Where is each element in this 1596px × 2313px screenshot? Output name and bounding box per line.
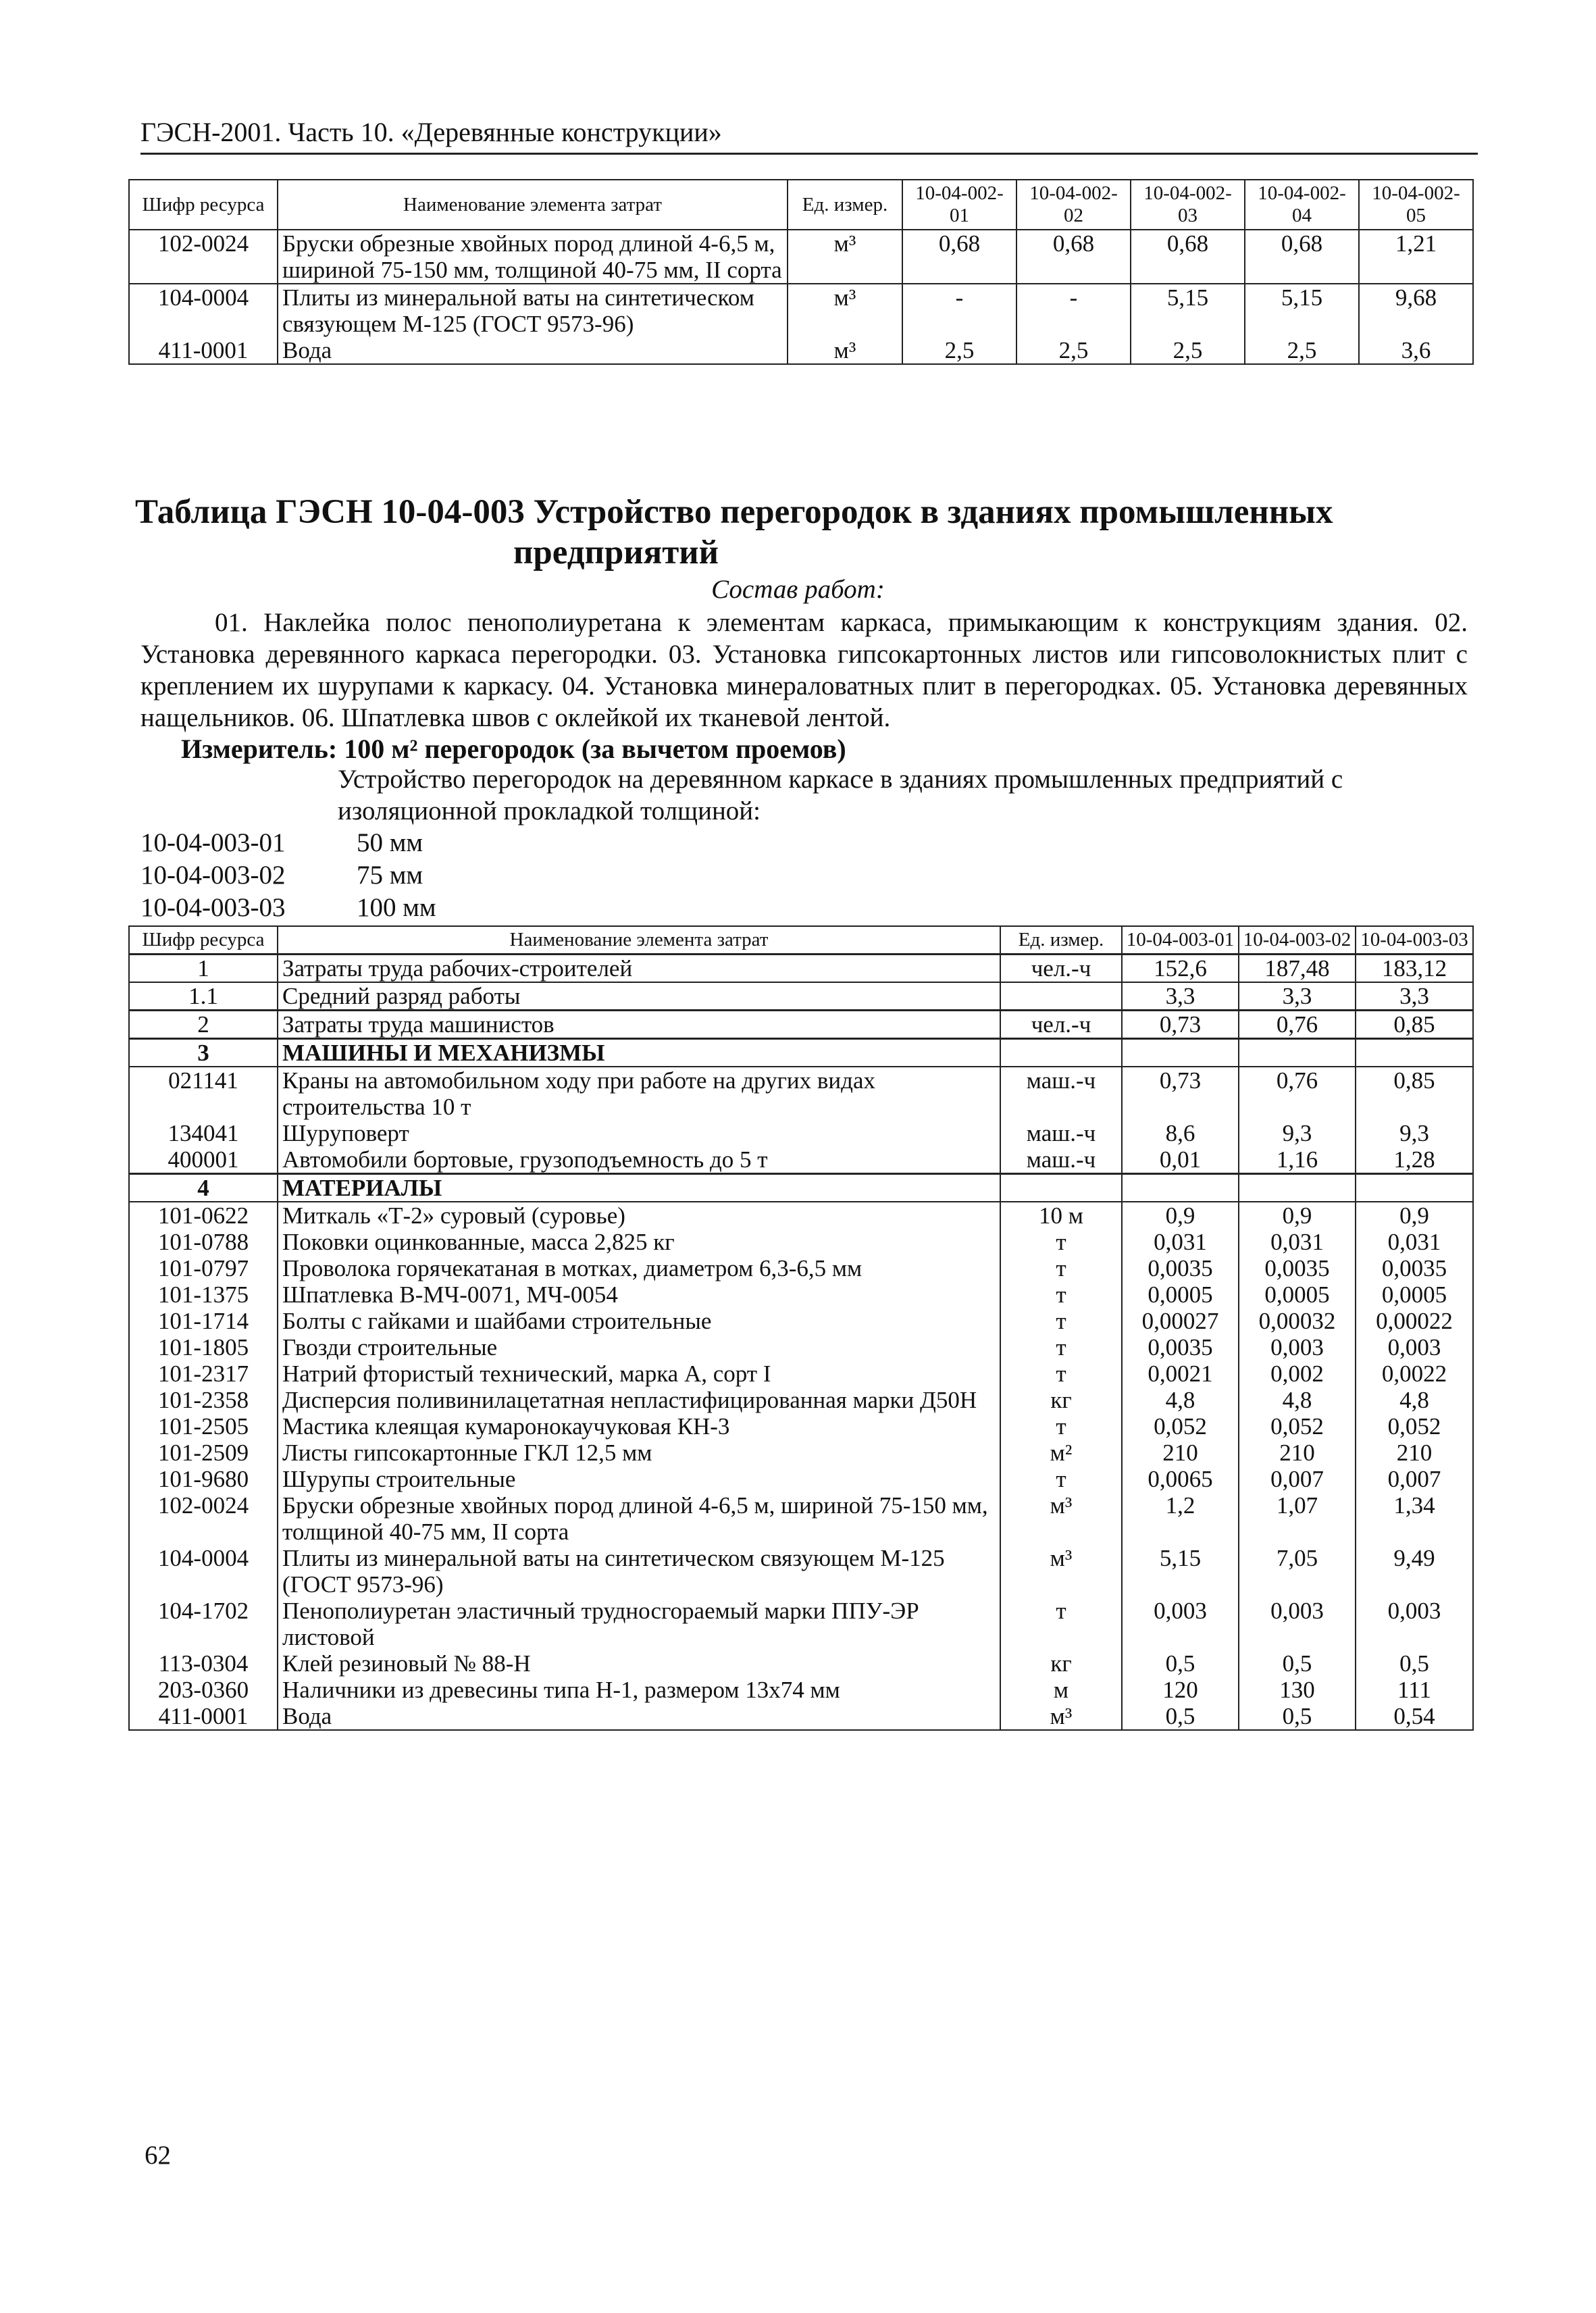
col-header: 10-04-003-01 (1122, 926, 1239, 955)
value-cell: 0,76 (1239, 1067, 1356, 1120)
value-cell: 0,00022 (1356, 1308, 1473, 1334)
value-cell: 0,68 (1245, 230, 1359, 284)
unit-cell: т (1000, 1334, 1122, 1361)
resource-code-cell: 134041 (129, 1120, 278, 1146)
value-cell: 210 (1239, 1440, 1356, 1466)
resource-code-cell: 021141 (129, 1067, 278, 1120)
value-cell: 0,5 (1122, 1703, 1239, 1730)
unit-cell: т (1000, 1281, 1122, 1308)
unit-cell (1000, 1174, 1122, 1202)
unit-cell: т (1000, 1255, 1122, 1281)
value-cell: 5,15 (1131, 284, 1245, 337)
resource-name-cell: Вода (278, 1703, 1000, 1730)
col-header: 10-04-002-02 (1016, 180, 1131, 230)
table-header-row (129, 926, 1473, 955)
value-cell: 0,85 (1356, 1067, 1473, 1120)
value-cell: 0,5 (1239, 1703, 1356, 1730)
value-cell: 210 (1122, 1440, 1239, 1466)
value-cell: 8,6 (1122, 1120, 1239, 1146)
value-cell: 0,9 (1239, 1202, 1356, 1229)
resource-name-cell: Листы гипсокартонные ГКЛ 12,5 мм (278, 1440, 1000, 1466)
value-cell: 0,54 (1356, 1703, 1473, 1730)
variant-item (140, 859, 436, 892)
value-cell: 0,0005 (1356, 1281, 1473, 1308)
value-cell: 0,00032 (1239, 1308, 1356, 1334)
value-cell: 0,0005 (1239, 1281, 1356, 1308)
table-row (129, 1677, 1473, 1703)
value-cell: 9,3 (1356, 1120, 1473, 1146)
value-cell (1239, 1039, 1356, 1067)
value-cell: 0,0021 (1122, 1361, 1239, 1387)
resource-name-cell: Клей резиновый № 88-Н (278, 1650, 1000, 1677)
col-header: Шифр ресурса (129, 180, 278, 230)
value-cell: 2,5 (1131, 337, 1245, 364)
value-cell: 0,0022 (1356, 1361, 1473, 1387)
unit-cell: т (1000, 1466, 1122, 1492)
value-cell: 0,5 (1122, 1650, 1239, 1677)
value-cell: 0,85 (1356, 1011, 1473, 1039)
value-cell: 0,052 (1356, 1413, 1473, 1440)
resource-name-cell: Шуруповерт (278, 1120, 1000, 1146)
variant-code: 10-04-003-03 (140, 893, 286, 922)
unit-cell: маш.-ч (1000, 1067, 1122, 1120)
table-row (129, 1545, 1473, 1598)
unit-cell: т (1000, 1229, 1122, 1255)
value-cell: 0,007 (1239, 1466, 1356, 1492)
value-cell: 0,003 (1356, 1334, 1473, 1361)
unit-cell (1000, 982, 1122, 1011)
value-cell: 4,8 (1239, 1387, 1356, 1413)
resource-code-cell: 101-2358 (129, 1387, 278, 1413)
table-row (129, 1466, 1473, 1492)
value-cell: 3,6 (1359, 337, 1473, 364)
table-row (129, 284, 1473, 337)
value-cell (1239, 1174, 1356, 1202)
value-cell: - (1016, 284, 1131, 337)
variant-code: 10-04-003-02 (140, 861, 286, 890)
value-cell: 130 (1239, 1677, 1356, 1703)
value-cell (1356, 1039, 1473, 1067)
value-cell: 187,48 (1239, 955, 1356, 983)
value-cell: 0,031 (1239, 1229, 1356, 1255)
resource-code-cell: 104-0004 (129, 284, 278, 337)
value-cell (1122, 1174, 1239, 1202)
value-cell: 1,28 (1356, 1146, 1473, 1174)
resource-code-cell: 203-0360 (129, 1677, 278, 1703)
value-cell: 1,21 (1359, 230, 1473, 284)
unit-cell (1000, 1039, 1122, 1067)
resource-name-cell: Затраты труда машинистов (278, 1011, 1000, 1039)
value-cell: 0,0035 (1122, 1255, 1239, 1281)
value-cell: 0,052 (1239, 1413, 1356, 1440)
value-cell: 0,5 (1239, 1650, 1356, 1677)
resource-code-cell: 101-0622 (129, 1202, 278, 1229)
resource-name-cell: Пенополиуретан эластичный трудносгораемый марки ППУ-ЭР листовой (278, 1598, 1000, 1650)
resource-code-cell: 104-0004 (129, 1545, 278, 1598)
value-cell: 0,73 (1122, 1067, 1239, 1120)
resource-code-cell: 101-1375 (129, 1281, 278, 1308)
resource-code-cell: 411-0001 (129, 337, 278, 364)
resource-name-cell: Затраты труда рабочих-строителей (278, 955, 1000, 983)
table-row (129, 1202, 1473, 1229)
table-row (129, 1703, 1473, 1730)
table-row (129, 1492, 1473, 1545)
value-cell: 1,07 (1239, 1492, 1356, 1545)
variant-value: 50 мм (357, 828, 423, 857)
resource-table-002 (128, 179, 1474, 365)
resource-name-cell: Автомобили бортовые, грузоподъемность до 5 т (278, 1146, 1000, 1174)
resource-name-cell: Вода (278, 337, 788, 364)
table-row (129, 1308, 1473, 1334)
resource-name-cell: Дисперсия поливинилацетатная непластифицированная марки Д50Н (278, 1387, 1000, 1413)
unit-cell: чел.-ч (1000, 1011, 1122, 1039)
unit-cell: 10 м (1000, 1202, 1122, 1229)
col-header: Шифр ресурса (129, 926, 278, 955)
value-cell: 9,3 (1239, 1120, 1356, 1146)
unit-cell: т (1000, 1598, 1122, 1650)
resource-code-cell: 102-0024 (129, 1492, 278, 1545)
value-cell: 3,3 (1122, 982, 1239, 1011)
unit-cell: т (1000, 1413, 1122, 1440)
col-header: Ед. измер. (1000, 926, 1122, 955)
value-cell: 3,3 (1239, 982, 1356, 1011)
measure-unit: Измеритель: 100 м² перегородок (за вычетом проемов) (181, 734, 846, 764)
table-row (129, 1413, 1473, 1440)
col-header: 10-04-003-02 (1239, 926, 1356, 955)
col-header: 10-04-003-03 (1356, 926, 1473, 955)
unit-cell: м (1000, 1677, 1122, 1703)
value-cell: 0,76 (1239, 1011, 1356, 1039)
resource-name-cell: Плиты из минеральной ваты на синтетическом связующем М-125 (ГОСТ 9573-96) (278, 1545, 1000, 1598)
unit-cell: маш.-ч (1000, 1120, 1122, 1146)
table-row (129, 1120, 1473, 1146)
value-cell: 0,0035 (1239, 1255, 1356, 1281)
table-row (129, 1440, 1473, 1466)
value-cell: 0,9 (1356, 1202, 1473, 1229)
value-cell: 111 (1356, 1677, 1473, 1703)
table-row (129, 1281, 1473, 1308)
value-cell: 9,49 (1356, 1545, 1473, 1598)
resource-code-cell: 1 (129, 955, 278, 983)
value-cell: 0,0065 (1122, 1466, 1239, 1492)
value-cell: 120 (1122, 1677, 1239, 1703)
value-cell: 2,5 (1016, 337, 1131, 364)
table-row (129, 1255, 1473, 1281)
resource-name-cell: Средний разряд работы (278, 982, 1000, 1011)
resource-code-cell: 101-1805 (129, 1334, 278, 1361)
value-cell: 0,01 (1122, 1146, 1239, 1174)
value-cell: 0,68 (1131, 230, 1245, 284)
composition-heading: Состав работ: (711, 575, 885, 604)
table-row (129, 982, 1473, 1011)
table-row (129, 955, 1473, 983)
value-cell: 152,6 (1122, 955, 1239, 983)
col-header: 10-04-002-04 (1245, 180, 1359, 230)
resource-name-cell: Наличники из древесины типа Н-1, размером 13х74 мм (278, 1677, 1000, 1703)
resource-code-cell: 400001 (129, 1146, 278, 1174)
value-cell: - (902, 284, 1016, 337)
value-cell: 4,8 (1122, 1387, 1239, 1413)
resource-name-cell: Шпатлевка В-МЧ-0071, МЧ-0054 (278, 1281, 1000, 1308)
table-row (129, 1067, 1473, 1120)
resource-name-cell: Бруски обрезные хвойных пород длиной 4-6,5 м, шириной 75-150 мм, толщиной 40-75 мм, II сорта (278, 1492, 1000, 1545)
resource-code-cell: 104-1702 (129, 1598, 278, 1650)
resource-code-cell: 411-0001 (129, 1703, 278, 1730)
variant-item (140, 827, 436, 859)
resource-code-cell: 101-2509 (129, 1440, 278, 1466)
col-header: Ед. измер. (788, 180, 902, 230)
value-cell: 0,0035 (1356, 1255, 1473, 1281)
resource-code-cell: 113-0304 (129, 1650, 278, 1677)
resource-code-cell: 1.1 (129, 982, 278, 1011)
unit-cell: т (1000, 1308, 1122, 1334)
unit-cell: м³ (788, 230, 902, 284)
value-cell: 7,05 (1239, 1545, 1356, 1598)
resource-name-cell: Мастика клеящая кумаронокаучуковая КН-3 (278, 1413, 1000, 1440)
col-header: 10-04-002-01 (902, 180, 1016, 230)
table-row (129, 1039, 1473, 1067)
value-cell (1122, 1039, 1239, 1067)
unit-cell: т (1000, 1361, 1122, 1387)
value-cell: 210 (1356, 1440, 1473, 1466)
unit-cell: кг (1000, 1650, 1122, 1677)
resource-name-cell: Миткаль «Т-2» суровый (суровье) (278, 1202, 1000, 1229)
table-row (129, 230, 1473, 284)
resource-code-cell: 101-0797 (129, 1255, 278, 1281)
table-row (129, 337, 1473, 364)
value-cell: 0,052 (1122, 1413, 1239, 1440)
value-cell (1356, 1174, 1473, 1202)
value-cell: 0,68 (1016, 230, 1131, 284)
value-cell: 0,003 (1239, 1334, 1356, 1361)
resource-name-cell: МАТЕРИАЛЫ (278, 1174, 1000, 1202)
table-row (129, 1387, 1473, 1413)
unit-cell: м² (1000, 1440, 1122, 1466)
value-cell: 0,9 (1122, 1202, 1239, 1229)
unit-cell: маш.-ч (1000, 1146, 1122, 1174)
table-title-line1: Таблица ГЭСН 10-04-003 Устройство перегородок в зданиях промышленных (135, 493, 1333, 531)
resource-name-cell: Болты с гайками и шайбами строительные (278, 1308, 1000, 1334)
col-header: Наименование элемента затрат (278, 926, 1000, 955)
running-header: ГЭСН-2001. Часть 10. «Деревянные конструкции» (140, 116, 1478, 155)
table-header-row (129, 180, 1473, 230)
unit-cell: м³ (788, 337, 902, 364)
table-row (129, 1146, 1473, 1174)
value-cell: 5,15 (1122, 1545, 1239, 1598)
unit-cell: м³ (1000, 1545, 1122, 1598)
table-title (135, 492, 1459, 573)
unit-cell: м³ (1000, 1492, 1122, 1545)
resource-code-cell: 101-9680 (129, 1466, 278, 1492)
resource-name-cell: Краны на автомобильном ходу при работе на других видах строительства 10 т (278, 1067, 1000, 1120)
table-row (129, 1361, 1473, 1387)
variant-code: 10-04-003-01 (140, 828, 286, 857)
value-cell: 0,68 (902, 230, 1016, 284)
table-row (129, 1229, 1473, 1255)
value-cell: 0,003 (1239, 1598, 1356, 1650)
value-cell: 5,15 (1245, 284, 1359, 337)
variant-value: 75 мм (357, 861, 423, 890)
resource-name-cell: Гвозди строительные (278, 1334, 1000, 1361)
unit-cell: кг (1000, 1387, 1122, 1413)
value-cell: 0,0005 (1122, 1281, 1239, 1308)
value-cell: 0,007 (1356, 1466, 1473, 1492)
value-cell: 0,5 (1356, 1650, 1473, 1677)
resource-code-cell: 4 (129, 1174, 278, 1202)
value-cell: 0,031 (1122, 1229, 1239, 1255)
resource-name-cell: Шурупы строительные (278, 1466, 1000, 1492)
table-title-line2: предприятий (513, 534, 719, 571)
resource-code-cell: 101-1714 (129, 1308, 278, 1334)
resource-name-cell: Поковки оцинкованные, масса 2,825 кг (278, 1229, 1000, 1255)
value-cell: 0,73 (1122, 1011, 1239, 1039)
value-cell: 2,5 (1245, 337, 1359, 364)
variant-value: 100 мм (357, 893, 436, 922)
unit-cell: чел.-ч (1000, 955, 1122, 983)
resource-code-cell: 101-2505 (129, 1413, 278, 1440)
resource-name-cell: Плиты из минеральной ваты на синтетическом связующем М-125 (ГОСТ 9573-96) (278, 284, 788, 337)
variant-list (140, 827, 436, 924)
col-header: 10-04-002-03 (1131, 180, 1245, 230)
value-cell: 0,00027 (1122, 1308, 1239, 1334)
value-cell: 9,68 (1359, 284, 1473, 337)
variant-lead-text: Устройство перегородок на деревянном каркасе в зданиях промышленных предприятий с изоляционной прокладкой толщиной: (338, 765, 1343, 825)
value-cell: 2,5 (902, 337, 1016, 364)
table-row (129, 1011, 1473, 1039)
value-cell: 0,0035 (1122, 1334, 1239, 1361)
value-cell: 3,3 (1356, 982, 1473, 1011)
resource-code-cell: 101-2317 (129, 1361, 278, 1387)
table-row (129, 1650, 1473, 1677)
resource-name-cell: Натрий фтористый технический, марка А, сорт I (278, 1361, 1000, 1387)
resource-name-cell: Бруски обрезные хвойных пород длиной 4-6,5 м, шириной 75-150 мм, толщиной 40-75 мм, II сорта (278, 230, 788, 284)
unit-cell: м³ (1000, 1703, 1122, 1730)
table-row (129, 1598, 1473, 1650)
resource-code-cell: 2 (129, 1011, 278, 1039)
variant-item (140, 892, 436, 924)
resource-code-cell: 101-0788 (129, 1229, 278, 1255)
col-header: Наименование элемента затрат (278, 180, 788, 230)
value-cell: 0,031 (1356, 1229, 1473, 1255)
resource-name-cell: МАШИНЫ И МЕХАНИЗМЫ (278, 1039, 1000, 1067)
value-cell: 1,2 (1122, 1492, 1239, 1545)
table-row (129, 1174, 1473, 1202)
resource-name-cell: Проволока горячекатаная в мотках, диаметром 6,3-6,5 мм (278, 1255, 1000, 1281)
value-cell: 1,34 (1356, 1492, 1473, 1545)
table-row (129, 1334, 1473, 1361)
resource-code-cell: 3 (129, 1039, 278, 1067)
value-cell: 4,8 (1356, 1387, 1473, 1413)
resource-code-cell: 102-0024 (129, 230, 278, 284)
value-cell: 0,003 (1356, 1598, 1473, 1650)
value-cell: 0,002 (1239, 1361, 1356, 1387)
value-cell: 0,003 (1122, 1598, 1239, 1650)
resource-table-003 (128, 925, 1474, 1731)
value-cell: 183,12 (1356, 955, 1473, 983)
composition-text: 01. Наклейка полос пенополиуретана к элементам каркаса, примыкающим к конструкциям здания. 02. Установка деревянного каркаса перегородки. 03. Установка гипсокартонных листов или гипсоволокнистых плит с креплением их шурупами к каркасу. 04. Установка минераловатных плит в перегородках. 05. Установка деревянных нащельников. 06. Шпатлевка швов с оклейкой их тканевой лентой. (140, 608, 1468, 732)
value-cell: 1,16 (1239, 1146, 1356, 1174)
col-header: 10-04-002-05 (1359, 180, 1473, 230)
page-number: 62 (145, 2141, 171, 2170)
unit-cell: м³ (788, 284, 902, 337)
